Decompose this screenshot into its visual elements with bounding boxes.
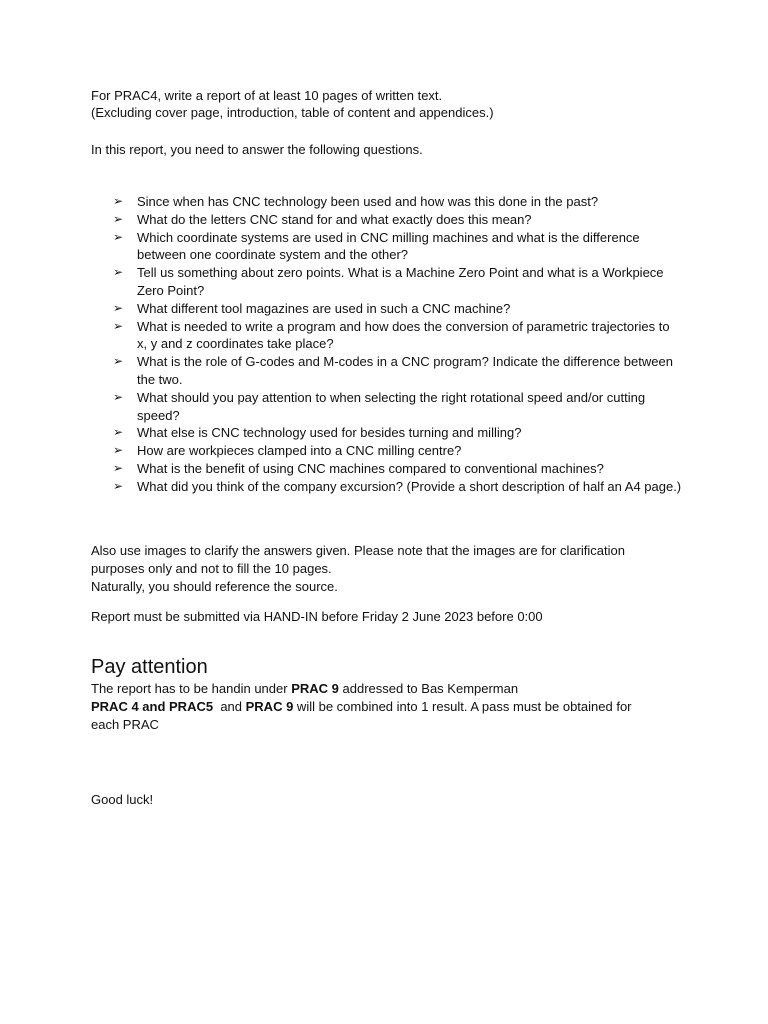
attention-text: will be combined into 1 result. A pass must be obtained for [293, 699, 632, 714]
arrow-bullet-icon: ➢ [113, 300, 124, 315]
question-text: What is the benefit of using CNC machines compared to conventional machines? [137, 460, 604, 476]
list-item [113, 300, 683, 318]
images-note-line-2: purposes only and not to fill the 10 pages. [91, 561, 332, 576]
arrow-bullet-icon: ➢ [113, 265, 124, 280]
intro-line-1: For PRAC4, write a report of at least 10 pages of written text. [91, 88, 443, 103]
list-item [113, 442, 683, 460]
images-note-line-3: Naturally, you should reference the source. [91, 579, 338, 594]
arrow-bullet-icon: ➢ [113, 229, 124, 244]
pay-attention-heading: Pay attention [91, 656, 208, 678]
question-text: Since when has CNC technology been used and how was this done in the past? [137, 194, 599, 209]
attention-text: addressed to Bas Kemperman [338, 681, 519, 696]
submission-deadline: Report must be submitted via HAND-IN before Friday 2 June 2023 before 0:00 [91, 609, 543, 624]
list-item [113, 353, 683, 389]
attention-paragraph-2-continued: each PRAC [91, 717, 159, 732]
question-text: How are workpieces clamped into a CNC milling centre? [137, 443, 462, 459]
closing-text: Good luck! [91, 792, 154, 807]
question-text: What do the letters CNC stand for and what exactly does this mean? [137, 211, 532, 227]
question-text: What did you think of the company excursion? (Provide a short description of half an A4 page.) [137, 478, 682, 494]
questions-list [113, 193, 683, 496]
question-text: Which coordinate systems are used in CNC milling machines and what is the difference between one coordinate system and the other? [137, 229, 640, 263]
images-note-line-1: Also use images to clarify the answers given. Please note that the images are for clarification [91, 543, 625, 558]
list-item [113, 229, 683, 265]
arrow-bullet-icon: ➢ [113, 425, 124, 440]
question-text: What different tool magazines are used in such a CNC machine? [137, 300, 511, 316]
intro-line-3: In this report, you need to answer the following questions. [91, 142, 423, 157]
arrow-bullet-icon: ➢ [113, 354, 124, 369]
question-text: What should you pay attention to when selecting the right rotational speed and/or cutting speed? [137, 389, 646, 423]
list-item [113, 318, 683, 354]
list-item [113, 460, 683, 478]
question-text: What is the role of G-codes and M-codes in a CNC program? Indicate the difference between the two. [137, 354, 673, 387]
arrow-bullet-icon: ➢ [113, 443, 124, 458]
attention-bold-text: PRAC 4 and PRAC5 [91, 699, 217, 714]
arrow-bullet-icon: ➢ [113, 194, 124, 208]
question-text: What else is CNC technology used for besides turning and milling? [137, 425, 522, 441]
list-item [113, 478, 683, 496]
arrow-bullet-icon: ➢ [113, 478, 124, 493]
list-item [113, 424, 683, 442]
list-item [113, 264, 683, 300]
attention-paragraph-1 [91, 680, 691, 698]
list-item [113, 389, 683, 425]
question-text: Tell us something about zero points. What is a Machine Zero Point and what is a Workpiece Zero Point? [137, 265, 664, 298]
list-item [113, 193, 683, 211]
arrow-bullet-icon: ➢ [113, 318, 124, 333]
attention-bold-text: PRAC 9 [245, 699, 294, 714]
question-text: What is needed to write a program and how does the conversion of parametric trajectories to x, y and z coordinates take place? [137, 318, 670, 352]
arrow-bullet-icon: ➢ [113, 389, 124, 404]
intro-line-2: (Excluding cover page, introduction, table of content and appendices.) [91, 105, 494, 120]
arrow-bullet-icon: ➢ [113, 211, 124, 226]
attention-bold-text: PRAC 9 [291, 681, 339, 696]
attention-text: The report has to be handin under [91, 681, 292, 696]
list-item [113, 211, 683, 229]
attention-text: and [216, 699, 246, 714]
attention-paragraph-2 [91, 698, 691, 716]
arrow-bullet-icon: ➢ [113, 460, 124, 475]
